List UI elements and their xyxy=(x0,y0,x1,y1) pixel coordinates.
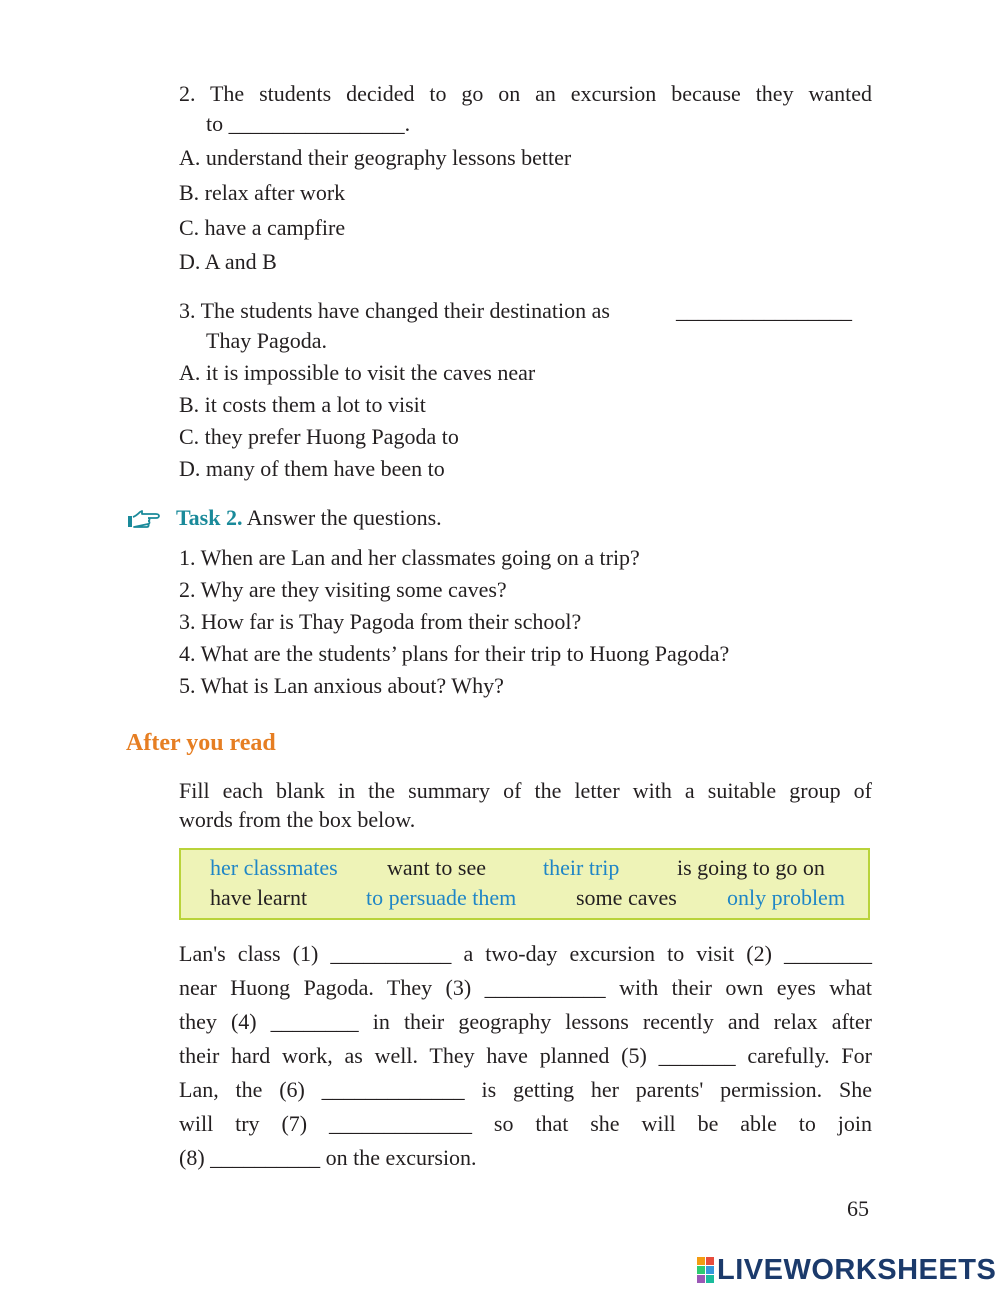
instruction-line1: Fill each blank in the summary of the letter with a suitable group of xyxy=(179,778,872,803)
q2-stem-line1: 2. The students decided to go on an excursion because they wanted xyxy=(179,81,872,106)
task2-question-4: 4. What are the students’ plans for their trip to Huong Pagoda? xyxy=(179,641,730,666)
q2-option-d: D. A and B xyxy=(179,249,277,274)
logo-blocks-icon xyxy=(697,1257,714,1283)
task2-question-5: 5. What is Lan anxious about? Why? xyxy=(179,673,504,698)
summary-line-2: near Huong Pagoda. They (3) ___________ with their own eyes what xyxy=(179,975,872,1000)
q2-stem-line2: to ________________. xyxy=(206,111,411,136)
word-is-going-to-go-on: is going to go on xyxy=(677,855,825,880)
q3-option-a: A. it is impossible to visit the caves near xyxy=(179,360,536,385)
word-want-to-see: want to see xyxy=(387,855,486,880)
summary-line-3: they (4) ________ in their geography lessons recently and relax after xyxy=(179,1009,872,1034)
q3-stem-blank: ________________ xyxy=(676,298,852,323)
word-box xyxy=(179,848,870,920)
q3-stem-line1: 3. The students have changed their destination as xyxy=(179,298,610,323)
q2-option-b: B. relax after work xyxy=(179,180,346,205)
summary-line-4: their hard work, as well. They have planned (5) _______ carefully. For xyxy=(179,1043,872,1068)
q3-stem-line2: Thay Pagoda. xyxy=(206,328,327,353)
page-number: 65 xyxy=(847,1196,869,1221)
word-to-persuade-them: to persuade them xyxy=(366,885,517,910)
q2-option-a: A. understand their geography lessons better xyxy=(179,145,572,170)
task2-question-3: 3. How far is Thay Pagoda from their school? xyxy=(179,609,582,634)
summary-line-7: (8) __________ on the excursion. xyxy=(179,1145,477,1170)
logo-text: LIVEWORKSHEETS xyxy=(717,1254,997,1286)
task2-heading xyxy=(176,505,442,531)
summary-line-1: Lan's class (1) ___________ a two-day excursion to visit (2) ________ xyxy=(179,941,872,966)
q3-option-d: D. many of them have been to xyxy=(179,456,445,481)
task2-question-1: 1. When are Lan and her classmates going on a trip? xyxy=(179,545,640,570)
instruction-line2: words from the box below. xyxy=(179,807,416,832)
task2-label: Task 2. xyxy=(176,505,243,530)
task2-question-2: 2. Why are they visiting some caves? xyxy=(179,577,507,602)
summary-line-5: Lan, the (6) _____________ is getting her parents' permission. She xyxy=(179,1077,872,1102)
q3-option-c: C. they prefer Huong Pagoda to xyxy=(179,424,459,449)
summary-line-6: will try (7) _____________ so that she will be able to join xyxy=(179,1111,872,1136)
liveworksheets-logo xyxy=(697,1254,996,1286)
word-some-caves: some caves xyxy=(576,885,677,910)
q3-option-b: B. it costs them a lot to visit xyxy=(179,392,426,417)
after-you-read-heading: After you read xyxy=(126,730,276,756)
task2-instruction: Answer the questions. xyxy=(246,505,442,530)
word-their-trip: their trip xyxy=(543,855,620,880)
pointing-hand-icon xyxy=(126,507,162,531)
word-only-problem: only problem xyxy=(727,885,845,910)
word-have-learnt: have learnt xyxy=(210,885,308,910)
word-her-classmates: her classmates xyxy=(210,855,338,880)
q2-option-c: C. have a campfire xyxy=(179,215,346,240)
